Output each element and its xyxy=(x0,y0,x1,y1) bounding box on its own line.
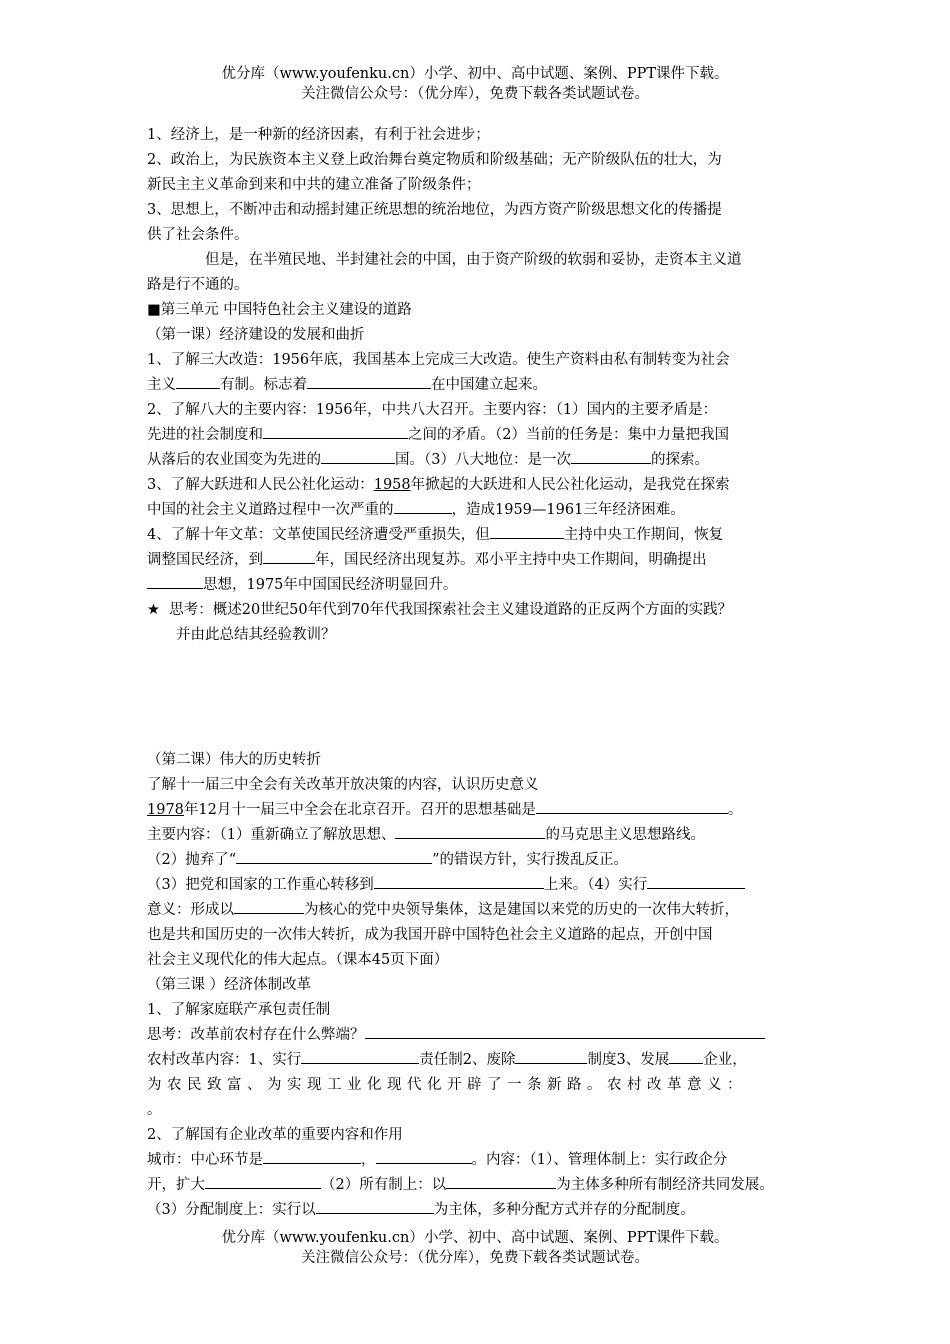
lesson2-significance-2: 也是共和国历史的一次伟大转折，成为我国开辟中国特色社会主义道路的起点，开创中国 xyxy=(147,927,713,943)
lesson3-city-1: 城市：中心环节是 ， 。内容：（1）、管理体制上：实行政企分 xyxy=(147,1148,827,1173)
answer-blank xyxy=(263,548,315,564)
q2-line-1: 2、了解八大的主要内容：1956年，中共八大召开。主要内容：（1）国内的主要矛盾是： xyxy=(147,402,718,418)
q4-line-1: 4、了解十年文革：文革使国民经济遭受严重损失，但 主持中央工作期间，恢复 xyxy=(147,523,827,548)
lesson2-objective: 了解十一届三中全会有关改革开放决策的内容，认识历史意义 xyxy=(147,777,539,793)
lesson3-rural-2: 为农民致富、为实现工业化现代化开辟了一条新路。农村改革意义： xyxy=(147,1077,747,1093)
answer-blank xyxy=(536,798,728,814)
q3-line-2: 中国的社会主义道路过程中一次严重的 ，造成1959—1961三年经济困难。 xyxy=(147,498,827,523)
q2-line-2: 先进的社会制度和 之间的矛盾。（2）当前的任务是：集中力量把我国 xyxy=(147,423,827,448)
lesson3-section-1: 1、了解家庭联产承包责任制 xyxy=(147,1002,331,1018)
lesson2-line-1978: 1978年12月十一届三中全会在北京召开。召开的思想基础是 。 xyxy=(147,798,827,823)
lesson3-city-3: （3）分配制度上：实行以 为主体，多种分配方式并存的分配制度。 xyxy=(147,1198,827,1223)
lesson2-title: （第二课）伟大的历史转折 xyxy=(147,752,321,768)
think-line-2: 并由此总结其经验教训？ xyxy=(176,627,336,643)
q1-line-1: 1、了解三大改造：1956年底，我国基本上完成三大改造。使生产资料由私有制转变为社会 xyxy=(147,352,730,368)
header-line-1: 优分库（www.youfenku.cn）小学、初中、高中试题、案例、PPT课件下载。 xyxy=(221,66,729,82)
answer-blank xyxy=(515,1048,587,1064)
answer-blank xyxy=(647,873,745,889)
intro-economy: 1、经济上，是一种新的经济因素，有利于社会进步； xyxy=(147,127,490,143)
page-footer xyxy=(0,1228,950,1268)
lesson3-rural-3: 。 xyxy=(147,1102,162,1118)
answer-blank xyxy=(307,373,431,389)
lesson3-section-2: 2、了解国有企业改革的重要内容和作用 xyxy=(147,1127,403,1143)
page-header xyxy=(0,64,950,104)
q3-line-1: 3、了解大跃进和人民公社化运动：1958年掀起的大跃进和人民公社化运动，是我党在探索 xyxy=(147,477,730,493)
footer-line-2: 关注微信公众号：（优分库），免费下载各类试题试卷。 xyxy=(301,1250,649,1266)
unit-title: ■第三单元 中国特色社会主义建设的道路 xyxy=(147,302,412,318)
star-icon: ★ xyxy=(147,602,160,618)
answer-blank xyxy=(376,1148,472,1164)
header-line-2: 关注微信公众号：（优分库），免费下载各类试题试卷。 xyxy=(301,86,649,102)
lesson3-city-2: 开，扩大 （2）所有制上：以 为主体多种所有制经济共同发展。 xyxy=(147,1173,827,1198)
answer-blank xyxy=(446,1173,556,1189)
think-line-1: ★ 思考：概述20世纪50年代到70年代我国探索社会主义建设道路的正反两个方面的实践？ xyxy=(147,602,733,618)
q4-line-2: 调整国民经济，到 年，国民经济出现复苏。邓小平主持中央工作期间，明确提出 xyxy=(147,548,827,573)
answer-blank xyxy=(147,573,203,589)
answer-blank xyxy=(236,848,432,864)
answer-blank xyxy=(374,873,544,889)
answer-blank xyxy=(263,1148,361,1164)
answer-blank xyxy=(669,1048,703,1064)
lesson2-significance-3: 社会主义现代化的伟大起点。（课本45页下面） xyxy=(147,952,449,968)
intro-however-1: 但是，在半殖民地、半封建社会的中国，由于资产阶级的软弱和妥协，走资本主义道 xyxy=(205,252,742,268)
q4-line-3: 思想，1975年中国国民经济明显回升。 xyxy=(147,573,827,598)
lesson2-content-1: 主要内容：（1）重新确立了解放思想、 的马克思主义思想路线。 xyxy=(147,823,827,848)
footer-line-1: 优分库（www.youfenku.cn）小学、初中、高中试题、案例、PPT课件下载。 xyxy=(221,1230,729,1246)
lesson2-content-2: （2）抛弃了“ ”的错误方针，实行拨乱反正。 xyxy=(147,848,827,873)
intro-politics-1: 2、政治上，为民族资本主义登上政治舞台奠定物质和阶级基础；无产阶级队伍的壮大，为 xyxy=(147,152,722,168)
answer-blank xyxy=(365,1023,765,1039)
lesson2-significance-1: 意义：形成以 为核心的党中央领导集体，这是建国以来党的历史的一次伟大转折， xyxy=(147,898,827,923)
answer-blank xyxy=(316,1198,434,1214)
lesson3-think: 思考：改革前农村存在什么弊端？ xyxy=(147,1023,827,1048)
answer-blank xyxy=(205,1173,321,1189)
intro-however-2: 路是行不通的。 xyxy=(147,277,249,293)
q2-line-3: 从落后的农业国变为先进的 国。（3）八大地位：是一次 的探索。 xyxy=(147,448,827,473)
intro-politics-2: 新民主主义革命到来和中共的建立准备了阶级条件； xyxy=(147,177,481,193)
lesson1-title: （第一课）经济建设的发展和曲折 xyxy=(147,327,365,343)
answer-blank xyxy=(571,448,651,464)
answer-blank xyxy=(394,498,452,514)
answer-blank xyxy=(321,448,395,464)
answer-blank xyxy=(176,373,220,389)
answer-blank xyxy=(301,1048,419,1064)
answer-space xyxy=(147,648,827,748)
intro-thought-2: 供了社会条件。 xyxy=(147,227,249,243)
answer-blank xyxy=(263,423,408,439)
document-body xyxy=(147,123,827,1223)
answer-blank xyxy=(490,523,564,539)
answer-blank xyxy=(395,823,545,839)
intro-thought-1: 3、思想上，不断冲击和动摇封建正统思想的统治地位，为西方资产阶级思想文化的传播提 xyxy=(147,202,722,218)
lesson3-rural-1: 农村改革内容：1、实行 责任制2、废除 制度3、发展 企业， xyxy=(147,1048,827,1073)
lesson3-title: （第三课 ）经济体制改革 xyxy=(147,977,312,993)
lesson2-content-3: （3）把党和国家的工作重心转移到 上来。（4）实行 xyxy=(147,873,827,898)
answer-blank xyxy=(234,898,304,914)
q1-line-2: 主义 有制。标志着 在中国建立起来。 xyxy=(147,373,827,398)
